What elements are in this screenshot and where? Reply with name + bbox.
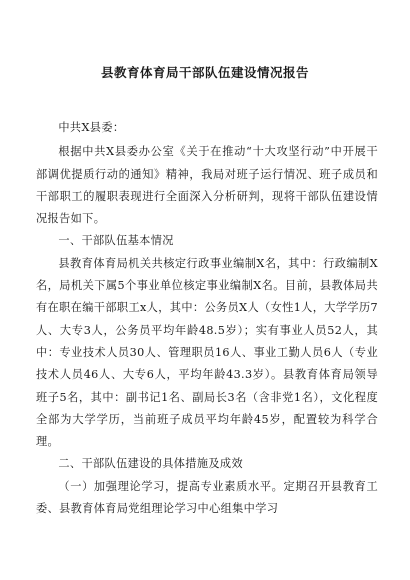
- section-heading-1: 一、干部队伍基本情况: [58, 234, 174, 248]
- salutation: 中共X县委：: [58, 121, 125, 134]
- document-title: 县教育体育局干部队伍建设情况报告: [100, 65, 309, 80]
- paragraph-measure-1: （一）加强理论学习，提高专业素质水平。定期召开县教育工委、县教育体育局党组理论学习中心组集中学习: [36, 479, 378, 516]
- section-heading-2: 二、干部队伍建设的具体措施及成效: [58, 457, 243, 471]
- paragraph-intro: 根据中共X县委办公室《关于在推动“十大攻坚行动”中开展干部调优提质行动的通知》精神，我局对班子运行情况、班子成员和干部职工的履职表现进行全面深入分析研判，现将干部队伍建设情况报告如下。: [36, 145, 378, 226]
- document-body: [36, 117, 378, 520]
- paragraph-basic-situation: 县教育体育局机关共核定行政事业编制X名，其中：行政编制X名，局机关下属5个事业单位核定事业编制X名。目前，县教体局共有在职在编干部职工x人，其中：公务员X人（女性1人，大学学历7人、大专3人，公务员平均年龄48.5岁）；实有事业人员52人，其中：专业技术人员30人、管理职员16人、事业工勤人员6人（专业技术人员46人、大专6人，平均年龄43.3岁）。县教育体育局领导班子5名，其中：副书记1名、副局长3名（含非党1名），文化程度全部为大学学历，当前班子成员平均年龄45岁，配置较为科学合理。: [36, 256, 378, 449]
